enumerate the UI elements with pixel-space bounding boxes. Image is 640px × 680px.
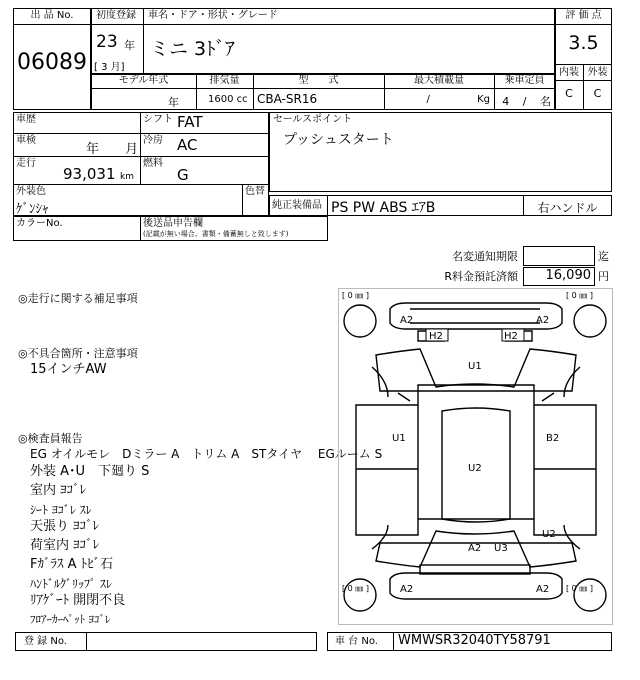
recycle-amount: 16,090 [545, 268, 591, 283]
type-label: 型 式 [298, 75, 339, 86]
docs-note: (記載が無い場合、書類・備蓄無しと致します) [143, 230, 289, 238]
equipment-col-1 [327, 195, 328, 216]
ext-color-value: ｹﾞﾝｼｬ [16, 202, 49, 217]
model-type: CBA-SR16 [257, 92, 318, 106]
details-col-2 [242, 184, 243, 216]
notice-label: 名変通知期限 [452, 250, 518, 263]
mileage-value: 93,031 [63, 165, 116, 183]
displacement: 1600 cc [208, 94, 248, 105]
details-row-2 [13, 156, 269, 157]
recycle-label: R料金預託済額 [444, 270, 518, 283]
first-reg-year: 23 [96, 32, 118, 52]
shift-value: FAT [177, 113, 203, 131]
exterior-grade: C [593, 87, 602, 100]
interior-grade: C [565, 87, 573, 100]
chassis-number: WMWSR32040TY58791 [398, 633, 551, 648]
defects-text: 15インチAW [30, 362, 107, 377]
color-no-label: カラーNo. [16, 218, 63, 229]
lot-number: 06089 [17, 50, 87, 75]
history-label: 車歴 [16, 114, 36, 125]
first-reg-col-divider [143, 8, 144, 74]
docs-label: 後送品申告欄 [143, 218, 203, 229]
notice-box [523, 246, 595, 266]
color-no-col [140, 216, 141, 241]
inspector-line: Fｶﾞﾗｽ A ﾄﾋﾞ石 [30, 557, 114, 572]
interior-label: 内装 [559, 67, 579, 78]
inspector-line: ﾘｱｹﾞｰﾄ 開閉不良 [30, 593, 126, 608]
sales-point-label: セールスポイント [273, 114, 353, 125]
spec-row-divider [91, 88, 555, 89]
wheel-tr-depth: [ 0 ㎜ ] [566, 291, 593, 300]
first-reg-divider [91, 24, 555, 25]
inspector-line: ｼｰﾄ ﾖｺﾞﾚ ｽﾚ [30, 503, 92, 517]
mark-u2-right: U2 [542, 529, 556, 540]
diagram-frame [338, 288, 613, 625]
notice-unit: 迄 [598, 250, 609, 263]
lot-label-divider [13, 24, 91, 25]
score-value: 3.5 [568, 32, 599, 54]
ac-value: AC [177, 136, 198, 154]
sales-point-value: プッシュスタート [283, 132, 394, 148]
registration-col [86, 632, 87, 651]
steering-value: 右ハンドル [537, 201, 598, 215]
fuel-value: G [177, 166, 189, 184]
mark-u3-rear: U3 [494, 543, 508, 554]
mark-u2-roof: U2 [468, 463, 482, 474]
inspector-line: ﾊﾝﾄﾞﾙｸﾞﾘｯﾌﾟ ｽﾚ [30, 577, 112, 591]
inspector-line: EG オイルモレ Dミラー A トリム A STタイヤ EGルーム S [30, 447, 383, 461]
mark-a2-rear: A2 [468, 543, 482, 554]
inspection-label: 車検 [16, 135, 36, 146]
inspector-line: 外装 A･U 下廻り S [30, 464, 150, 479]
registration-label: 登 録 No. [24, 636, 67, 647]
model-year-label: モデル年式 [118, 75, 169, 86]
details-box [13, 112, 269, 216]
equipment-value: PS PW ABS ｴｱB [331, 200, 436, 216]
mark-h2-right: H2 [504, 331, 518, 342]
wheel-bl-depth: [ 0 ㎜ ] [342, 584, 369, 593]
lot-label: 出 品 No. [30, 10, 74, 21]
fuel-label: 燃料 [143, 158, 163, 169]
mark-u1-hood: U1 [468, 361, 482, 372]
max-load: / Kg [426, 94, 490, 105]
color-change-label: 色替 [245, 186, 265, 197]
wheel-tl-depth: [ 0 ㎜ ] [342, 291, 369, 300]
mark-a2-front-left: A2 [400, 315, 414, 326]
exterior-label: 外装 [587, 67, 608, 78]
mark-a2-rear-left: A2 [400, 584, 414, 595]
shift-label: シフト [143, 114, 173, 125]
first-reg-month: [ 3 月] [94, 62, 125, 73]
driving-notes-title: ◎走行に関する補足事項 [18, 292, 138, 305]
details-col-1 [140, 112, 141, 184]
ext-color-label: 外装色 [16, 186, 46, 197]
first-reg-label: 初度登録 [96, 10, 136, 21]
defects-title: ◎不具合箇所・注意事項 [18, 347, 138, 360]
details-row-3 [13, 184, 269, 185]
inspector-line: 室内 ﾖｺﾞﾚ [30, 483, 87, 498]
car-name: ミニ 3ﾄﾞｱ [150, 38, 235, 60]
capacity-label: 乗車定員 [504, 75, 545, 86]
inspector-line: 荷室内 ﾖｺﾞﾚ [30, 538, 100, 553]
first-reg-year-unit: 年 [124, 39, 135, 52]
inspection-value: 年 月 [86, 142, 139, 157]
ac-label: 冷房 [143, 135, 163, 146]
mark-a2-rear-right: A2 [536, 584, 550, 595]
chassis-col [393, 632, 394, 651]
mark-a2-front-right: A2 [536, 315, 550, 326]
mark-b2-right: B2 [546, 433, 560, 444]
details-row-1 [13, 133, 269, 134]
capacity: 4 / 名 [502, 95, 551, 108]
mark-u1-left: U1 [392, 433, 406, 444]
score-divider [555, 24, 612, 25]
max-load-label: 最大積載量 [414, 75, 464, 86]
mileage-unit: km [120, 172, 134, 182]
recycle-unit: 円 [598, 270, 609, 283]
score-label: 評 価 点 [565, 10, 602, 21]
equipment-label: 純正装備品 [272, 200, 322, 211]
inspector-line: 天張り ﾖｺﾞﾚ [30, 519, 100, 534]
mileage-label: 走行 [16, 158, 36, 169]
model-year-unit: 年 [168, 96, 179, 109]
displacement-label: 排気量 [209, 75, 240, 86]
wheel-br-depth: [ 0 ㎜ ] [566, 584, 593, 593]
mark-h2-left: H2 [429, 331, 443, 342]
chassis-label: 車 台 No. [335, 636, 378, 647]
car-name-label: 車名・ドア・形状・グレード [148, 10, 278, 21]
inspector-title: ◎検査員報告 [18, 432, 83, 445]
inspector-line: ﾌﾛｱｰｶｰﾍﾟｯﾄ ﾖｺﾞﾚ [30, 613, 111, 626]
